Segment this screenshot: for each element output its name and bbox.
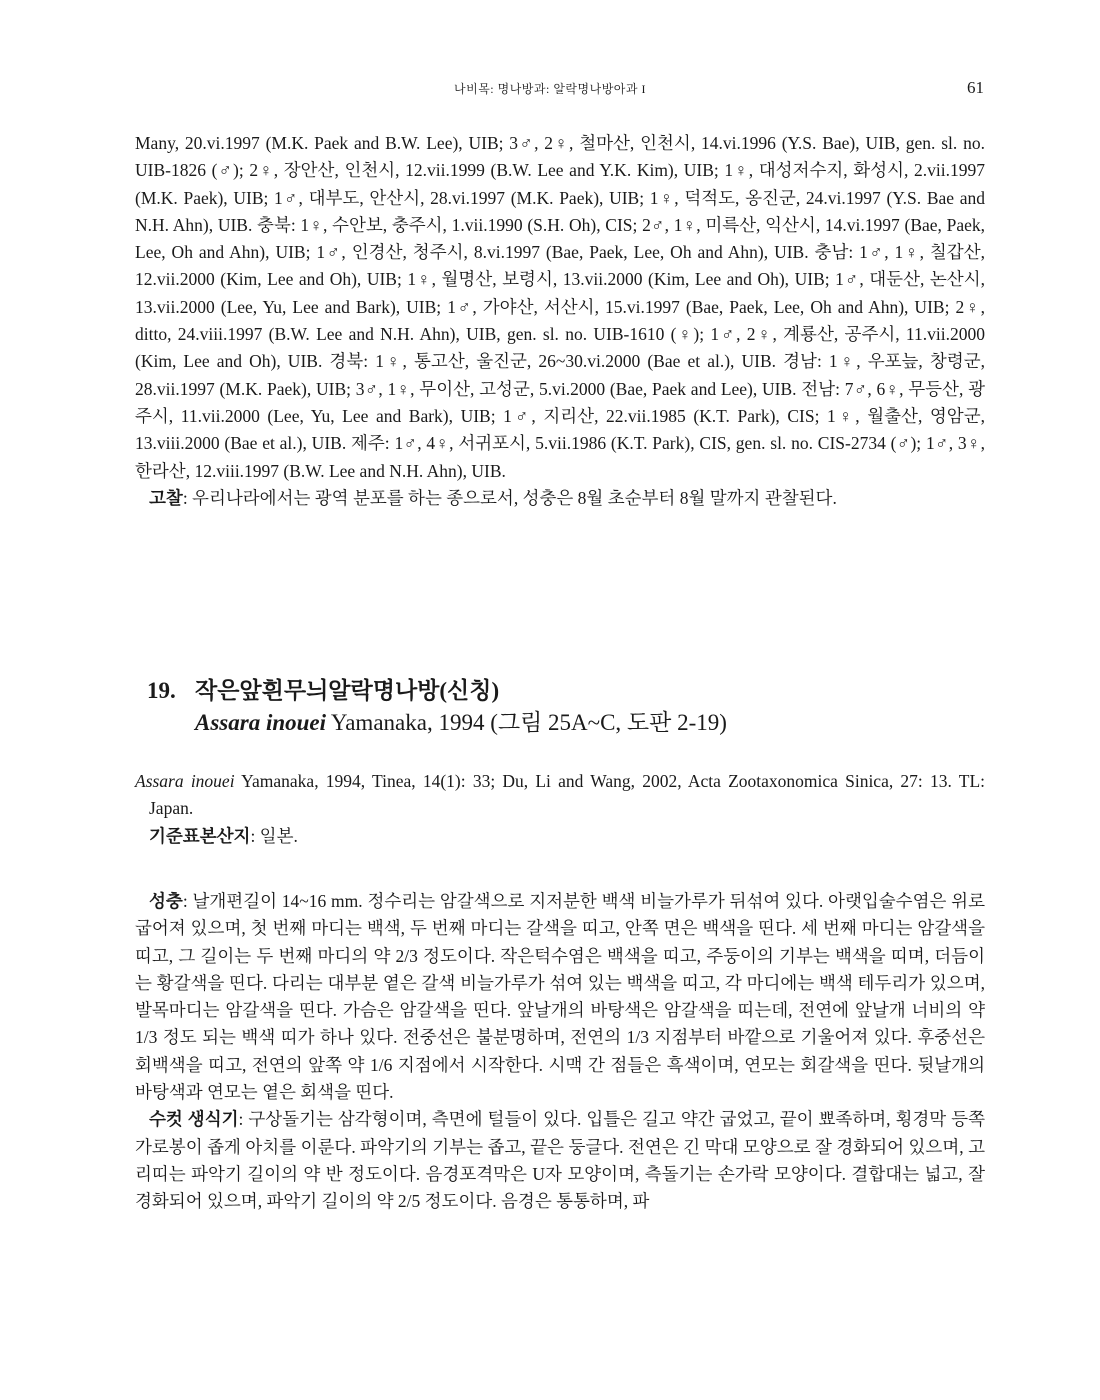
description-block <box>135 888 985 1216</box>
synonymy-block <box>135 768 985 850</box>
page-header <box>0 76 1100 102</box>
synonymy-paragraph <box>135 768 985 823</box>
synonymy-text: Yamanaka, 1994, Tinea, 14(1): 33; Du, Li and Wang, 2002, Acta Zootaxonomica Sinica, 27: 13. TL: Japan. <box>149 771 985 819</box>
male-genitalia-label: 수컷 생식기 <box>149 1109 239 1130</box>
male-genitalia-text: : 구상돌기는 삼각형이며, 측면에 털들이 있다. 입틀은 길고 약간 굽었고, 끝이 뾰족하며, 횡경막 등쪽 가로봉이 좁게 아치를 이룬다. 파악기의 기부는 좁고, 끝은 둥글다. 전연은 긴 막대 모양으로 잘 경화되어 있으며, 고리띠는 파악기 길이의 약 반 정도이다. 음경포격막은 U자 모양이며, 측돌기는 손가락 모양이다. 결합대는 넓고, 잘 경화되어 있으며, 파악기 길이의 약 2/5 정도이다. 음경은 통통하며, 파 <box>135 1109 985 1212</box>
species-title-scientific <box>147 706 997 740</box>
species-number: 19. <box>147 678 176 703</box>
specimen-records <box>135 130 985 512</box>
remarks-label: 고찰 <box>149 487 183 508</box>
adult-label: 성충 <box>149 891 183 911</box>
type-locality-label: 기준표본산지 <box>149 825 251 846</box>
remarks-text: : 우리나라에서는 광역 분포를 하는 종으로서, 성충은 8월 초순부터 8월 말까지 관찰된다. <box>182 487 837 508</box>
records-paragraph: Many, 20.vi.1997 (M.K. Paek and B.W. Lee), UIB; 3♂, 2♀, 철마산, 인천시, 14.vi.1996 (Y.S. Bae), UIB, gen. sl. no. UIB-1826 (♂); 2♀, 장안산, 인천시, 12.vii.1999 (B.W. Lee and Y.K. Kim), UIB; 1♀, 대성저수지, 화성시, 2.vii.1997 (M.K. Paek), UIB; 1♂, 대부도, 안산시, 28.vi.1997 (M.K. Paek), UIB; 1♀, 덕적도, 옹진군, 24.vi.1997 (Y.S. Bae and N.H. Ahn), UIB. 충북: 1♀, 수안보, 충주시, 1.vii.1990 (S.H. Oh), CIS; 2♂, 1♀, 미륵산, 익산시, 14.vi.1997 (Bae, Paek, Lee, Oh and Ahn), UIB; 1♂, 인경산, 청주시, 8.vi.1997 (Bae, Paek, Lee, Oh and Ahn), UIB. 충남: 1♂, 1♀, 칠갑산, 12.vii.2000 (Kim, Lee and Oh), UIB; 1♀, 월명산, 보령시, 13.vii.2000 (Kim, Lee and Oh), UIB; 1♂, 대둔산, 논산시, 13.vii.2000 (Lee, Yu, Lee and Bark), UIB; 1♂, 가야산, 서산시, 15.vi.1997 (Bae, Paek, Lee, Oh and Ahn), UIB; 2♀, ditto, 24.viii.1997 (B.W. Lee and N.H. Ahn), UIB, gen. sl. no. UIB-1610 (♀); 1♂, 2♀, 계룡산, 공주시, 11.vii.2000 (Kim, Lee and Oh), UIB. 경북: 1♀, 통고산, 울진군, 26~30.vi.2000 (Bae et al.), UIB. 경남: 1♀, 우포늪, 창령군, 28.vii.1997 (M.K. Paek), UIB; 3♂, 1♀, 무이산, 고성군, 5.vi.2000 (Bae, Paek and Lee), UIB. 전남: 7♂, 6♀, 무등산, 광주시, 11.vii.2000 (Lee, Yu, Lee and Bark), UIB; 1♂, 지리산, 22.vii.1985 (K.T. Park), CIS; 1♀, 월출산, 영암군, 13.viii.2000 (Bae et al.), UIB. 제주: 1♂, 4♀, 서귀포시, 5.vii.1986 (K.T. Park), CIS, gen. sl. no. CIS-2734 (♂); 1♂, 3♀, 한라산, 12.viii.1997 (B.W. Lee and N.H. Ahn), UIB. <box>135 133 985 481</box>
running-title: 나비목: 명나방과: 알락명나방아과 I <box>454 82 646 96</box>
species-authority: Yamanaka, 1994 (그림 25A~C, 도판 2-19) <box>326 710 727 735</box>
type-locality-text: : 일본. <box>250 825 298 846</box>
male-genitalia-paragraph <box>135 1106 985 1215</box>
species-heading <box>147 676 997 740</box>
synonymy-name: Assara inouei <box>135 771 235 791</box>
page-number: 61 <box>967 78 984 97</box>
type-locality-paragraph <box>135 823 985 850</box>
adult-paragraph <box>135 888 985 1106</box>
adult-text: : 날개편길이 14~16 mm. 정수리는 암갈색으로 지저분한 백색 비늘가루가 뒤섞여 있다. 아랫입술수염은 위로 굽어져 있으며, 첫 번째 마디는 백색, 두 번째 마디는 갈색을 띠고, 안쪽 면은 백색을 띤다. 세 번째 마디는 암갈색을 띠고, 그 길이는 두 번째 마디의 약 2/3 정도이다. 작은턱수염은 백색을 띠고, 주둥이의 기부는 백색을 띠며, 더듬이는 황갈색을 띤다. 다리는 대부분 옅은 갈색 비늘가루가 섞여 있는 백색을 띠고, 각 마디에는 백색 테두리가 있으며, 발목마디는 암갈색을 띤다. 가슴은 암갈색을 띤다. 앞날개의 바탕색은 암갈색을 띠는데, 전연에 앞날개 너비의 약 1/3 정도 되는 백색 띠가 하나 있다. 전중선은 불분명하며, 전연의 1/3 지점부터 바깥으로 기울어져 있다. 후중선은 회백색을 띠고, 전연의 앞쪽 약 1/6 지점에서 시작한다. 시맥 간 점들은 흑색이며, 연모는 회갈색을 띤다. 뒷날개의 바탕색과 연모는 옅은 회색을 띤다. <box>135 891 985 1103</box>
species-korean-name: 작은앞흰무늬알락명나방(신칭) <box>195 678 500 703</box>
species-title-korean <box>147 676 997 706</box>
species-scientific-name: Assara inouei <box>195 710 327 735</box>
remarks-paragraph <box>135 485 985 512</box>
